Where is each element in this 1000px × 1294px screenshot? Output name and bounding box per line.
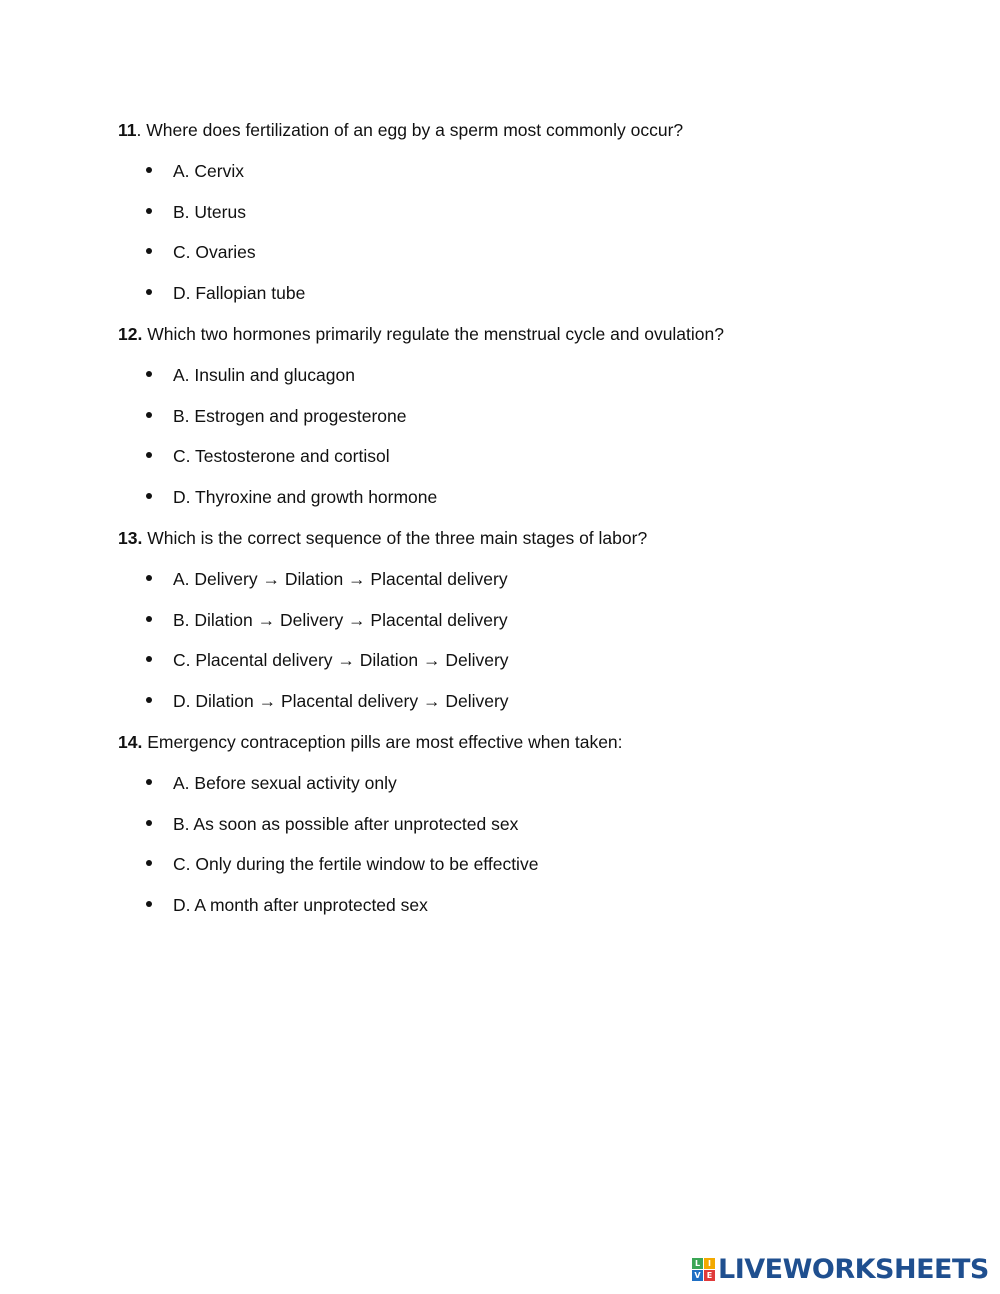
question-number: 14. [118,732,143,752]
brand-logo-cell: E [704,1270,715,1281]
bullet-icon [146,901,152,907]
option-label: B. Uterus [173,202,246,222]
option-14-b[interactable] [146,813,518,835]
option-13-d[interactable] [146,690,509,712]
bullet-icon [146,779,152,785]
option-label: D. Thyroxine and growth hormone [173,487,438,507]
brand-logo-cell: L [692,1258,703,1269]
option-12-d[interactable] [146,486,437,508]
question-text: Which two hormones primarily regulate the menstrual cycle and ovulation? [142,324,724,344]
bullet-icon [146,208,152,214]
option-13-b[interactable] [146,609,508,631]
option-label: D. A month after unprotected sex [173,895,428,915]
bullet-icon [146,452,152,458]
question-text: . Where does fertilization of an egg by a sperm most commonly occur? [136,120,684,140]
option-13-c[interactable] [146,649,509,671]
question-14 [118,731,623,753]
option-label: A. Before sexual activity only [173,773,397,793]
question-13 [118,527,647,549]
option-11-a[interactable] [146,160,244,182]
bullet-icon [146,371,152,377]
option-label: C. Only during the fertile window to be effective [173,854,539,874]
question-text: Which is the correct sequence of the three main stages of labor? [142,528,648,548]
bullet-icon [146,697,152,703]
option-label: C. Ovaries [173,242,256,262]
option-11-d[interactable] [146,282,305,304]
question-11 [118,119,683,141]
bullet-icon [146,167,152,173]
option-label: A. Cervix [173,161,244,181]
brand-logo-cell: V [692,1270,703,1281]
option-label: B. Dilation → Delivery → Placental delivery [173,610,508,630]
bullet-icon [146,656,152,662]
bullet-icon [146,289,152,295]
bullet-icon [146,493,152,499]
question-number: 11 [118,120,137,140]
brand-text: LIVEWORKSHEETS [718,1253,989,1285]
bullet-icon [146,820,152,826]
bullet-icon [146,860,152,866]
option-11-b[interactable] [146,201,246,223]
question-12 [118,323,724,345]
option-12-b[interactable] [146,405,407,427]
option-13-a[interactable] [146,568,508,590]
question-number: 13. [118,528,143,548]
brand-logo-icon [692,1258,715,1281]
option-label: B. Estrogen and progesterone [173,406,407,426]
option-14-a[interactable] [146,772,397,794]
question-number: 12. [118,324,143,344]
option-label: C. Placental delivery → Dilation → Delivery [173,650,509,670]
option-12-c[interactable] [146,445,390,467]
option-label: C. Testosterone and cortisol [173,446,390,466]
option-label: D. Dilation → Placental delivery → Delivery [173,691,509,711]
option-label: D. Fallopian tube [173,283,306,303]
brand-logo-cell: I [704,1258,715,1269]
question-text: Emergency contraception pills are most effective when taken: [142,732,623,752]
option-label: A. Insulin and glucagon [173,365,355,385]
bullet-icon [146,412,152,418]
option-11-c[interactable] [146,241,256,263]
option-14-d[interactable] [146,894,428,916]
option-14-c[interactable] [146,853,538,875]
option-label: B. As soon as possible after unprotected sex [173,814,519,834]
liveworksheets-logo[interactable] [692,1254,989,1284]
option-12-a[interactable] [146,364,355,386]
bullet-icon [146,575,152,581]
option-label: A. Delivery → Dilation → Placental delivery [173,569,508,589]
bullet-icon [146,616,152,622]
bullet-icon [146,248,152,254]
